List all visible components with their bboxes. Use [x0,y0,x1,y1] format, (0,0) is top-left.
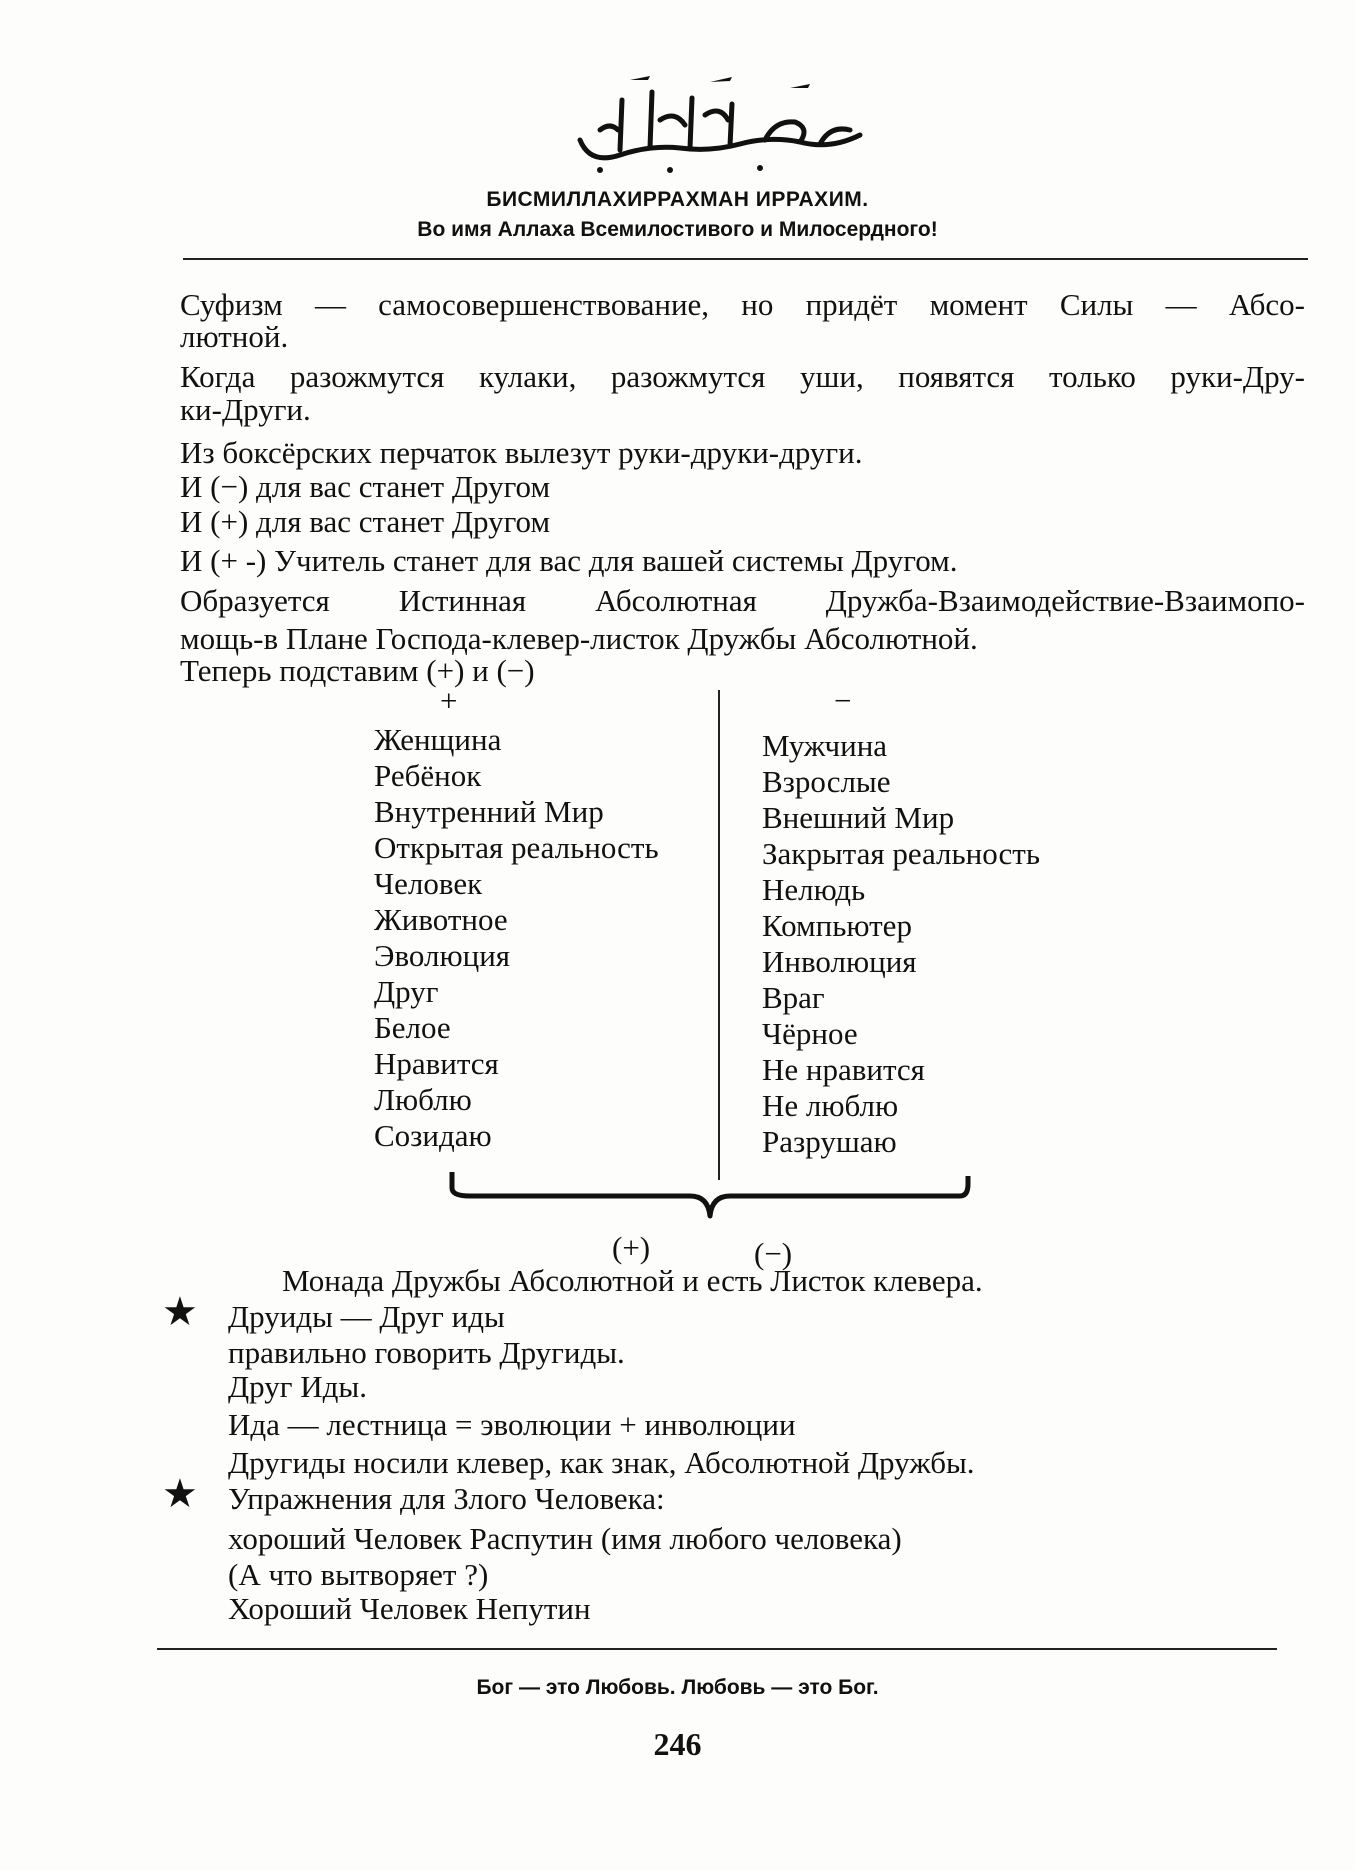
plus-item: Друг [374,974,439,1009]
text-line: Хороший Человек Непутин [228,1591,591,1626]
plus-item: Женщина [374,722,502,757]
minus-item: Не люблю [762,1088,899,1123]
plus-item: Внутренний Мир [374,794,604,829]
paragraph-line: Суфизм — самосовершенствование, но придёт момент Силы — Абсо- [180,287,1305,322]
text-line: хороший Человек Распутин (имя любого человека) [228,1521,902,1556]
plus-item: Человек [374,866,483,901]
header-rule [183,258,1308,260]
plus-item: Люблю [374,1082,472,1117]
minus-item: Взрослые [762,764,891,799]
paragraph-line: ки-Други. [180,392,311,427]
plus-item: Нравится [374,1046,499,1081]
text-line: Ида — лестница = эволюции + инволюции [228,1407,796,1442]
column-divider [718,690,720,1180]
paragraph-line: Образуется Истинная Абсолютная Дружба-Взаимодействие-Взаимопо- [180,583,1305,618]
minus-label: (−) [754,1236,793,1271]
minus-item: Инволюция [762,944,917,979]
star-icon: ★ [162,1471,198,1516]
plus-column [374,722,659,1154]
paragraph-line: И (−) для вас станет Другом [180,469,551,504]
minus-item: Компьютер [762,908,912,943]
footer-motto: Бог — это Любовь. Любовь — это Бог. [476,1676,879,1699]
curly-brace [440,1168,980,1228]
paragraph-line: Когда разожмутся кулаки, разожмутся уши, появятся только руки-Дру- [180,359,1305,394]
paragraph-line: И (+ -) Учитель станет для вас для вашей системы Другом. [180,543,958,578]
paragraph-line: мощь-в Плане Господа-клевер-листок Дружбы Абсолютной. [180,621,978,656]
minus-item: Закрытая реальность [762,836,1040,871]
header-subtitle: Во имя Аллаха Всемилостивого и Милосердного! [417,218,938,241]
text-line: правильно говорить Другиды. [228,1335,625,1370]
page-number: 246 [653,1726,702,1762]
text-line: (А что вытворяет ?) [228,1557,489,1592]
plus-item: Открытая реальность [374,830,659,865]
minus-item: Внешний Мир [762,800,955,835]
minus-item: Чёрное [762,1016,858,1051]
paragraph-line: И (+) для вас станет Другом [180,504,551,539]
paragraph-line: Из боксёрских перчаток вылезут руки-друки-други. [180,435,863,470]
paragraph-line: лютной. [180,319,289,354]
minus-item: Враг [762,980,825,1015]
plus-label: (+) [612,1230,651,1265]
text-line: Друиды — Друг иды [228,1299,505,1334]
text-line: Другиды носили клевер, как знак, Абсолютной Дружбы. [228,1445,975,1480]
footer-rule [157,1648,1277,1650]
text-line: Друг Иды. [228,1369,367,1404]
plus-item: Ребёнок [374,758,482,793]
minus-item: Разрушаю [762,1124,897,1159]
header-title: БИСМИЛЛАХИРРАХМАН ИРРАХИМ. [486,188,869,211]
minus-item: Мужчина [762,728,888,763]
minus-item: Нелюдь [762,872,866,907]
minus-column [762,728,1040,1160]
plus-sign: + [440,683,458,718]
plus-item: Созидаю [374,1118,492,1153]
minus-item: Не нравится [762,1052,925,1087]
paragraph-line: Теперь подставим (+) и (−) [180,653,535,688]
plus-item: Белое [374,1010,451,1045]
monada-line: Монада Дружбы Абсолютной и есть Листок клевера. [282,1263,983,1298]
bismillah-calligraphy [560,70,880,180]
minus-sign: − [834,683,852,718]
star-icon: ★ [162,1289,198,1334]
text-line: Упражнения для Злого Человека: [228,1481,665,1516]
plus-item: Эволюция [374,938,511,973]
plus-item: Животное [374,902,508,937]
